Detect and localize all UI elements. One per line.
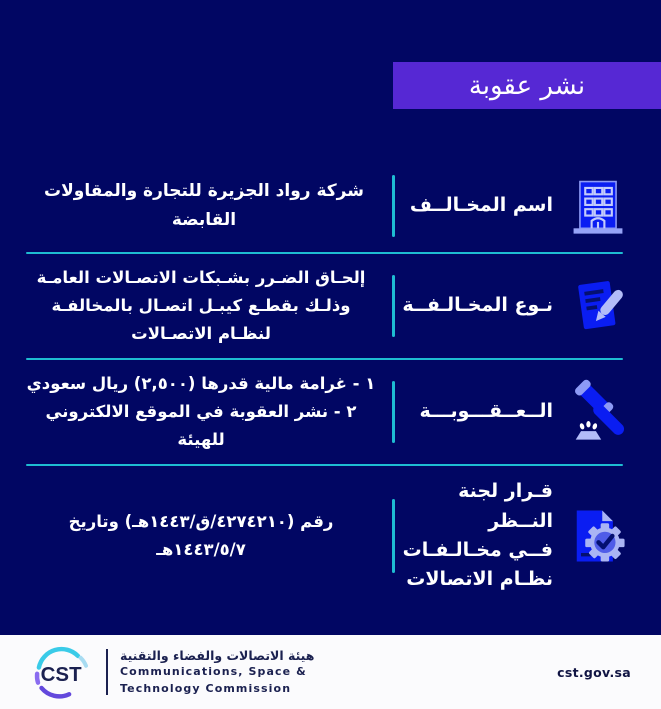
cyan-divider — [392, 275, 395, 337]
footer-divider — [106, 649, 108, 695]
row-label-violation-type: نـوع المخـالـفــة — [402, 294, 553, 317]
row-violation-type — [24, 254, 639, 358]
footer — [0, 635, 661, 709]
row-label-violator: اسم المخـالــف — [409, 194, 553, 217]
document-pen-icon — [557, 272, 639, 340]
row-violator-name — [24, 160, 639, 252]
cyan-divider — [392, 175, 395, 237]
decision-label-line3: نظـام الاتصالات — [406, 568, 553, 591]
document-gear-check-icon — [557, 502, 639, 570]
row-label-decision — [397, 477, 557, 595]
row-label-penalty: الــعــقـــوبـــة — [419, 400, 553, 423]
cst-logo — [30, 644, 314, 700]
org-name-arabic: هيئة الاتصالات والفضاء والتقنية — [120, 648, 315, 664]
penalty-banner — [393, 62, 661, 109]
building-icon — [557, 172, 639, 240]
penalty-details — [24, 160, 639, 606]
org-name — [120, 648, 314, 696]
cyan-divider — [392, 499, 395, 573]
cst-logo-text: CST — [40, 662, 82, 686]
penalty-item-2: ٢ - نشر العقوبة في الموقع الالكتروني للهيئة — [45, 401, 357, 450]
website-url: cst.gov.sa — [557, 664, 631, 680]
penalty-text — [24, 370, 382, 454]
cyan-divider — [392, 381, 395, 443]
row-penalty — [24, 360, 639, 464]
decision-label-line1: قـرار لجنة النــظر — [458, 480, 553, 532]
violator-name-text: شركة رواد الجزيرة للتجارة والمقاولات القابضة — [44, 181, 364, 230]
violation-type-text: إلحـاق الضـرر بشـبكات الاتصـالات العامـة وذلـك بقطـع كيبـل اتصـال بالمخالفـة لنظـام الاتصـالات — [36, 267, 366, 344]
banner-title: نشر عقوبة — [468, 70, 586, 101]
gavel-icon — [557, 378, 639, 446]
org-name-english-line2: Technology Commission — [120, 681, 292, 695]
penalty-item-1: ١ - غرامة مالية قدرها (٢,٥٠٠) ريال سعودي — [26, 373, 376, 393]
decision-label-line2: فــي مخـالـفـات — [402, 539, 553, 561]
decision-number-text: رقم (٤٢٧٤٢١٠/ق/١٤٤٣هـ) وتاريخ ١٤٤٣/٥/٧هـ — [68, 511, 334, 559]
cst-logo-icon — [30, 644, 94, 700]
row-decision — [24, 466, 639, 606]
org-name-english-line1: Communications, Space & — [120, 665, 307, 679]
